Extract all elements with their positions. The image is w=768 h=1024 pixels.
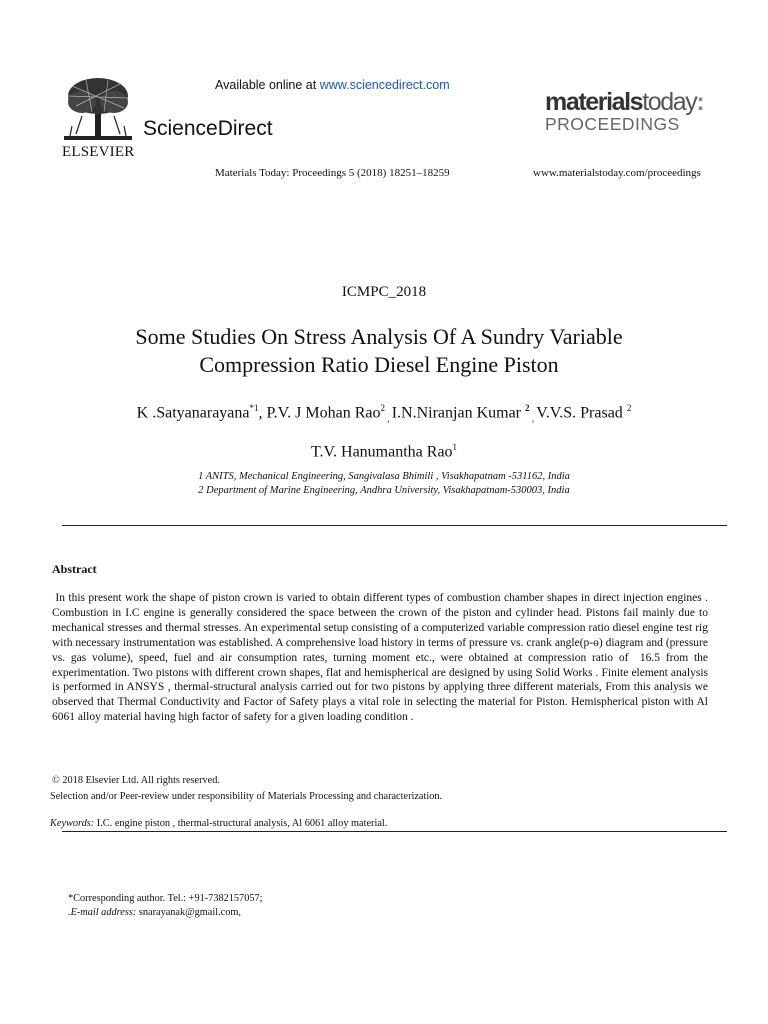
elsevier-wordmark: ELSEVIER: [62, 144, 135, 160]
author-sep: ,: [384, 413, 392, 424]
author-mark: 1: [452, 442, 458, 452]
author-name: V.V.S. Prasad: [536, 404, 627, 422]
journal-url: www.materialstoday.com/proceedings: [533, 167, 701, 179]
available-prefix: Available online at: [215, 78, 320, 92]
available-online-line: [215, 78, 450, 92]
keywords-text: I.C. engine piston , thermal-structural analysis, Al 6061 alloy material.: [94, 818, 388, 829]
mt-logo-proceedings: PROCEEDINGS: [545, 114, 680, 134]
mt-logo-colon: :: [696, 88, 704, 116]
copyright-line: © 2018 Elsevier Ltd. All rights reserved.: [52, 775, 220, 786]
author-name: K .Satyanarayana: [136, 404, 250, 422]
keywords-label: Keywords:: [50, 818, 95, 829]
divider-top: [62, 525, 727, 526]
author-mark: 2: [525, 403, 530, 413]
sciencedirect-link[interactable]: www.sciencedirect.com: [319, 78, 450, 92]
peer-review-line: Selection and/or Peer-review under responsibility of Materials Processing and characterization.: [50, 791, 443, 802]
title-line-1: Some Studies On Stress Analysis Of A Sundry Variable: [135, 324, 623, 349]
affiliation-2: 2 Department of Marine Engineering, Andhra University, Visakhapatnam-530003, India: [198, 485, 570, 496]
abstract-text: In this present work the shape of piston crown is varied to obtain different types of combustion chamber shapes in direct injection engines . Combustion in I.C engine is generally considered the space between the crown of the piston and cylinder head. Pistons fail mainly due to mechanical stresses and thermal stresses. An experimental setup consisting of a computerized variable compression ratio diesel engine test rig with necessary instrumentation was established. A comprehensive load history in terms of pressure vs. crank angle(p-ɵ) diagram and (pressure vs. gas volume), speed, fuel and air consumption rates, turning moment etc., were obtained at compression ratio of 16.5 from the experimentation. Two pistons with different crown shapes, flat and hemispherical are designed by using Solid Works . Finite element analysis is performed in ANSYS , thermal-structural analysis carried out for two pistons by applying three different materials, From this analysis we observed that Thermal Conductivity and Factor of Safety plays a vital role in selecting the material for Piston. Hemispherical piston with Al 6061 alloy material having high factor of safety for a given loading condition .: [52, 592, 711, 724]
paper-title: [60, 323, 698, 379]
author-sep: ,: [258, 404, 267, 422]
author-sep: ,: [529, 413, 537, 424]
author-mark: *1: [249, 403, 259, 413]
email-label: .E-mail address:: [68, 907, 137, 918]
author-list: [0, 403, 768, 424]
author-mark: 2: [380, 403, 385, 413]
elsevier-tree-logo: [62, 76, 134, 144]
mt-logo-light: today: [642, 88, 697, 116]
email-value: snarayanak@gmail.com,: [136, 907, 241, 918]
sciencedirect-title: ScienceDirect: [143, 117, 273, 140]
divider-bottom: [62, 831, 727, 832]
conference-name: ICMPC_2018: [341, 284, 427, 300]
corresponding-author: *Corresponding author. Tel.: +91-7382157057;: [68, 893, 263, 904]
materials-today-logo: [545, 90, 707, 136]
title-line-2: Compression Ratio Diesel Engine Piston: [199, 352, 559, 377]
author-name: T.V. Hanumantha Rao: [310, 443, 453, 461]
author-mark: 2: [626, 403, 632, 413]
mt-logo-bold: materials: [545, 88, 643, 116]
journal-reference: Materials Today: Proceedings 5 (2018) 18251–18259: [215, 167, 450, 179]
author-line-2: [0, 442, 768, 461]
author-name: I.N.Niranjan Kumar: [391, 404, 526, 422]
email-line: [68, 907, 241, 918]
author-name: P.V. J Mohan Rao: [266, 404, 381, 422]
affiliation-1: 1 ANITS, Mechanical Engineering, Sangivalasa Bhimili , Visakhapatnam -531162, India: [198, 471, 570, 482]
keywords-line: [50, 818, 387, 829]
abstract-heading: Abstract: [52, 562, 97, 576]
